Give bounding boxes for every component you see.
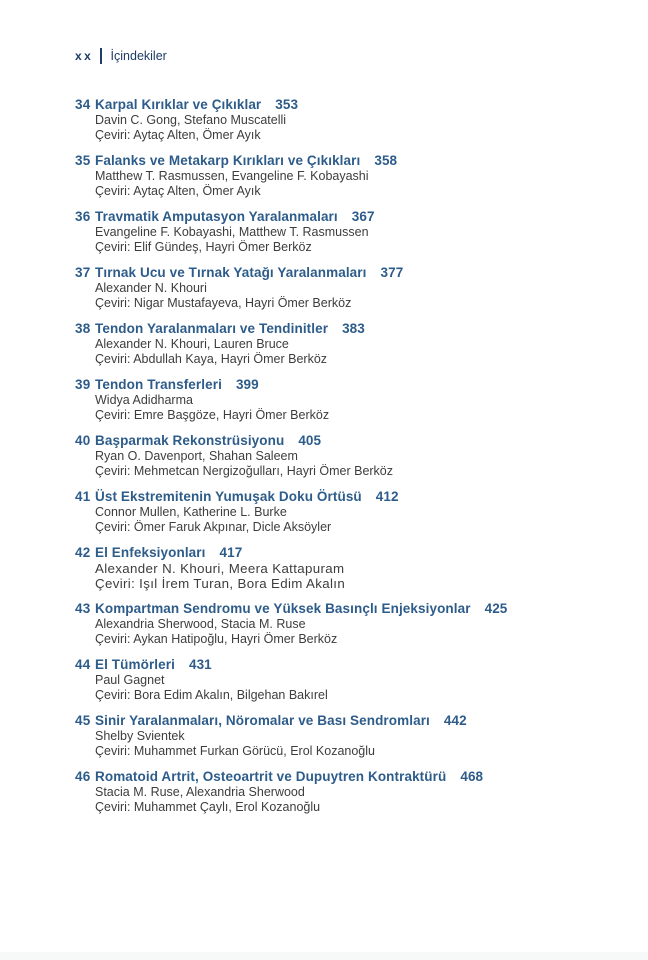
chapter-authors: Widya Adidharma bbox=[95, 393, 193, 407]
chapter-title: Tırnak Ucu ve Tırnak Yatağı Yaralanmaları bbox=[95, 265, 367, 280]
chapter-translators: Çeviri: Muhammet Çaylı, Erol Kozanoğlu bbox=[95, 800, 321, 814]
entry-body bbox=[95, 768, 620, 815]
chapter-page-number: 377 bbox=[380, 265, 404, 280]
chapter-translators: Çeviri: Ömer Faruk Akpınar, Dicle Aksöyler bbox=[95, 520, 332, 534]
chapter-number: 41 bbox=[75, 489, 91, 504]
chapter-page-number: 417 bbox=[219, 545, 243, 560]
toc-entry bbox=[75, 208, 620, 255]
chapter-number: 34 bbox=[75, 97, 91, 112]
toc-entry bbox=[75, 488, 620, 535]
toc-entry bbox=[75, 432, 620, 479]
folio-page-number: xx bbox=[75, 49, 94, 63]
chapter-title: Travmatik Amputasyon Yaralanmaları bbox=[95, 209, 338, 224]
chapter-title-line bbox=[95, 544, 620, 561]
chapter-page-number: 399 bbox=[235, 377, 259, 392]
chapter-number: 46 bbox=[75, 769, 91, 784]
chapter-authors: Alexander N. Khouri, Lauren Bruce bbox=[95, 337, 289, 351]
chapter-title-line bbox=[95, 600, 620, 617]
entry-body bbox=[95, 152, 620, 199]
toc-entry bbox=[75, 656, 620, 703]
chapter-title: Başparmak Rekonstrüsiyonu bbox=[95, 433, 285, 448]
chapter-translators: Çeviri: Işıl İrem Turan, Bora Edim Akalın bbox=[95, 576, 346, 591]
entry-body bbox=[95, 488, 620, 535]
chapter-title-line bbox=[95, 208, 620, 225]
chapter-authors: Alexander N. Khouri, Meera Kattapuram bbox=[95, 561, 345, 576]
entry-body bbox=[95, 96, 620, 143]
chapter-title: Falanks ve Metakarp Kırıkları ve Çıkıkları bbox=[95, 153, 361, 168]
chapter-page-number: 358 bbox=[374, 153, 398, 168]
chapter-translators: Çeviri: Aytaç Alten, Ömer Ayık bbox=[95, 184, 261, 198]
chapter-authors: Matthew T. Rasmussen, Evangeline F. Kobayashi bbox=[95, 169, 369, 183]
chapter-authors: Alexander N. Khouri bbox=[95, 281, 207, 295]
toc-entry bbox=[75, 376, 620, 423]
toc-entry bbox=[75, 768, 620, 815]
chapter-number: 44 bbox=[75, 657, 91, 672]
running-title: İçindekiler bbox=[110, 49, 167, 63]
toc-entry bbox=[75, 712, 620, 759]
chapter-translators: Çeviri: Aykan Hatipoğlu, Hayri Ömer Berköz bbox=[95, 632, 338, 646]
chapter-title: Karpal Kırıklar ve Çıkıklar bbox=[95, 97, 262, 112]
entry-body bbox=[95, 656, 620, 703]
chapter-translators: Çeviri: Muhammet Furkan Görücü, Erol Kozanoğlu bbox=[95, 744, 375, 758]
chapter-page-number: 425 bbox=[484, 601, 508, 616]
chapter-page-number: 431 bbox=[188, 657, 212, 672]
header-divider bbox=[100, 48, 101, 64]
toc-entry bbox=[75, 96, 620, 143]
chapter-number: 45 bbox=[75, 713, 91, 728]
chapter-title-line bbox=[95, 712, 620, 729]
chapter-authors: Shelby Svientek bbox=[95, 729, 185, 743]
chapter-number: 43 bbox=[75, 601, 91, 616]
chapter-translators: Çeviri: Nigar Mustafayeva, Hayri Ömer Berköz bbox=[95, 296, 352, 310]
toc-list bbox=[75, 96, 620, 824]
toc-entry bbox=[75, 600, 620, 647]
chapter-page-number: 405 bbox=[298, 433, 322, 448]
chapter-translators: Çeviri: Mehmetcan Nergizoğulları, Hayri Ömer Berköz bbox=[95, 464, 394, 478]
chapter-number: 40 bbox=[75, 433, 91, 448]
toc-entry bbox=[75, 152, 620, 199]
chapter-title-line bbox=[95, 656, 620, 673]
chapter-translators: Çeviri: Aytaç Alten, Ömer Ayık bbox=[95, 128, 261, 142]
chapter-authors: Evangeline F. Kobayashi, Matthew T. Rasmussen bbox=[95, 225, 369, 239]
chapter-title-line bbox=[95, 376, 620, 393]
chapter-title: Tendon Yaralanmaları ve Tendinitler bbox=[95, 321, 329, 336]
chapter-title: El Enfeksiyonları bbox=[95, 545, 206, 560]
chapter-number: 38 bbox=[75, 321, 91, 336]
chapter-translators: Çeviri: Elif Gündeş, Hayri Ömer Berköz bbox=[95, 240, 312, 254]
entry-body bbox=[95, 264, 620, 311]
chapter-authors: Ryan O. Davenport, Shahan Saleem bbox=[95, 449, 298, 463]
chapter-number: 39 bbox=[75, 377, 91, 392]
chapter-title-line bbox=[95, 488, 620, 505]
chapter-page-number: 367 bbox=[351, 209, 375, 224]
chapter-title: Sinir Yaralanmaları, Nöromalar ve Bası Sendromları bbox=[95, 713, 430, 728]
chapter-number: 35 bbox=[75, 153, 91, 168]
page-bottom-edge bbox=[0, 952, 648, 960]
chapter-title-line bbox=[95, 320, 620, 337]
entry-body bbox=[95, 712, 620, 759]
entry-body bbox=[95, 600, 620, 647]
chapter-title-line bbox=[95, 96, 620, 113]
chapter-authors: Alexandria Sherwood, Stacia M. Ruse bbox=[95, 617, 306, 631]
chapter-number: 36 bbox=[75, 209, 91, 224]
chapter-authors: Davin C. Gong, Stefano Muscatelli bbox=[95, 113, 287, 127]
chapter-title: Romatoid Artrit, Osteoartrit ve Dupuytren Kontraktürü bbox=[95, 769, 447, 784]
chapter-authors: Stacia M. Ruse, Alexandria Sherwood bbox=[95, 785, 305, 799]
chapter-title: El Tümörleri bbox=[95, 657, 175, 672]
chapter-translators: Çeviri: Bora Edim Akalın, Bilgehan Bakırel bbox=[95, 688, 328, 702]
chapter-translators: Çeviri: Abdullah Kaya, Hayri Ömer Berköz bbox=[95, 352, 328, 366]
chapter-page-number: 468 bbox=[460, 769, 484, 784]
toc-entry bbox=[75, 264, 620, 311]
entry-body bbox=[95, 208, 620, 255]
chapter-title: Üst Ekstremitenin Yumuşak Doku Örtüsü bbox=[95, 489, 362, 504]
entry-body bbox=[95, 320, 620, 367]
chapter-page-number: 412 bbox=[375, 489, 399, 504]
entry-body bbox=[95, 544, 620, 591]
chapter-translators: Çeviri: Emre Başgöze, Hayri Ömer Berköz bbox=[95, 408, 330, 422]
chapter-authors: Connor Mullen, Katherine L. Burke bbox=[95, 505, 287, 519]
chapter-title-line bbox=[95, 768, 620, 785]
chapter-number: 37 bbox=[75, 265, 91, 280]
chapter-page-number: 442 bbox=[443, 713, 467, 728]
toc-entry bbox=[75, 544, 620, 591]
chapter-page-number: 353 bbox=[275, 97, 299, 112]
chapter-number: 42 bbox=[75, 545, 91, 560]
entry-body bbox=[95, 432, 620, 479]
entry-body bbox=[95, 376, 620, 423]
chapter-authors: Paul Gagnet bbox=[95, 673, 165, 687]
chapter-page-number: 383 bbox=[342, 321, 365, 336]
running-header bbox=[75, 48, 167, 64]
chapter-title: Kompartman Sendromu ve Yüksek Basınçlı Enjeksiyonlar bbox=[95, 601, 471, 616]
chapter-title-line bbox=[95, 152, 620, 169]
chapter-title: Tendon Transferleri bbox=[95, 377, 222, 392]
chapter-title-line bbox=[95, 432, 620, 449]
toc-entry bbox=[75, 320, 620, 367]
chapter-title-line bbox=[95, 264, 620, 281]
